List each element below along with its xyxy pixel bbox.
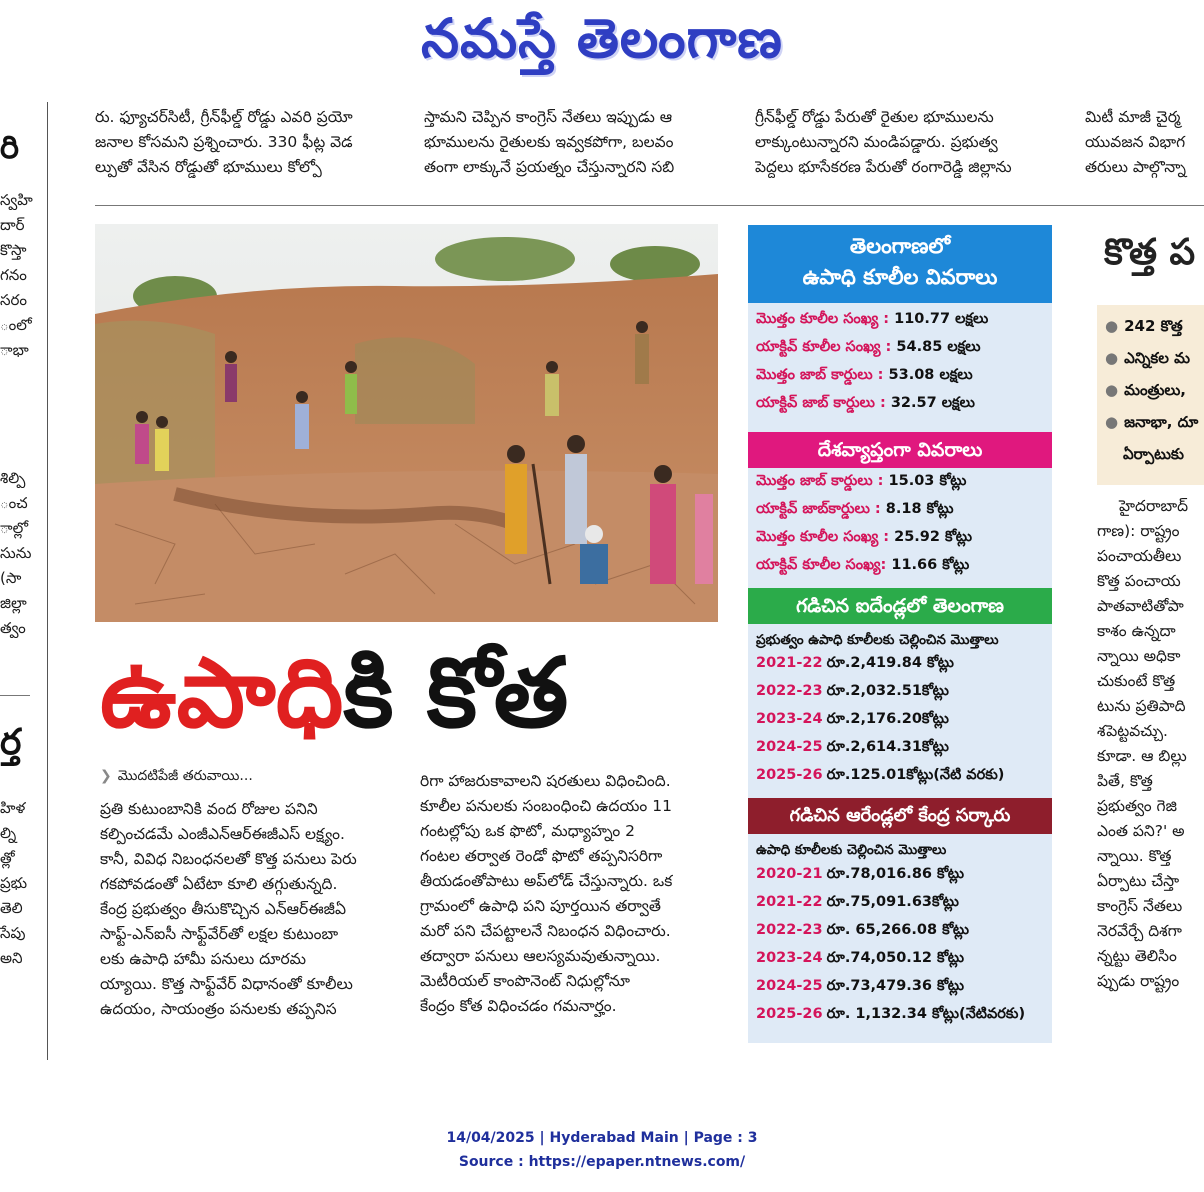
text-line: న్నట్టు తెలిసిం (1097, 947, 1177, 965)
text-line: పెద్దలు భూసేకరణ పేరుతో రంగారెడ్డి జిల్లాను (755, 158, 1012, 176)
text-line: తరులు పాల్గొన్నా (1085, 158, 1186, 176)
six-year-subtitle: ఉపాధి కూలీలకు చెల్లించిన మొత్తాలు (756, 842, 947, 858)
text-line: గ్రీన్‌ఫీల్డ్ రోడ్డు పేరుతో రైతుల భూములను (755, 108, 994, 126)
text-line: దార్ (0, 216, 25, 234)
text-line: హైదరాబాద్ (1119, 497, 1189, 515)
five-year-row: 2023-24 రూ.2,176.20కోట్లు (756, 711, 949, 727)
text-line: కల్పించడమే ఎంజీఎన్ఆర్ఈజీఎస్ లక్ష్యం. (100, 825, 345, 843)
text-line: ాల్లో (0, 519, 29, 537)
text-line: కొస్తా (0, 241, 27, 259)
infobox-title-line-1: తెలంగాణలో (849, 234, 951, 258)
text-line: గకపోవడంతో ఏటేటా కూలి తగ్గుతున్నది. (100, 875, 338, 893)
six-year-row: 2020-21 రూ.78,016.86 కోట్లు (756, 866, 964, 882)
five-year-row: 2022-23 రూ.2,032.51కోట్లు (756, 683, 949, 699)
text-line: తీయడంతోపాటు అప్‌లోడ్ చేస్తున్నారు. ఒక (420, 872, 673, 890)
top-column-2 (424, 105, 729, 195)
telangana-stat-row: మొత్తం కూలీల సంఖ్య : 110.77 లక్షలు (756, 311, 989, 327)
text-line: చుకుంటే కొత్త (1097, 672, 1176, 690)
text-line: స్వహి (0, 191, 33, 209)
text-line: జిల్లా (0, 594, 27, 612)
newspaper-masthead (0, 0, 1204, 92)
text-line: ల్ని (0, 824, 17, 842)
news-photo (95, 224, 718, 622)
text-line: ఎంత పని?' అ (1097, 822, 1185, 840)
text-line: ంలో (0, 316, 32, 334)
top-divider (95, 205, 1204, 206)
six-year-section-title: గడిచిన ఆరేండ్లలో కేంద్ర సర్కారు (748, 798, 1052, 834)
text-line: తంగా లాక్కునే ప్రయత్నం చేస్తున్నారని సబి (424, 158, 675, 176)
statistics-infobox (748, 225, 1052, 1043)
text-line: మరో పని చేపట్టాలనే నిబంధన విధించారు. (420, 922, 671, 940)
telangana-stat-row: యాక్టివ్ జాబ్ కార్డులు : 32.57 లక్షలు (756, 395, 975, 411)
text-line: తద్వారా పనులు ఆలస్యమవుతున్నాయి. (420, 947, 661, 965)
text-line: కేంద్రం కోత విధించడం గమనార్హం. (420, 997, 617, 1015)
text-line: ల్పుతో వేసిన రోడ్డుతో భూములు కోల్పో (95, 158, 322, 176)
text-line: పితే, కొత్త (1097, 772, 1153, 790)
article-column-1 (100, 797, 395, 1047)
left-fragment-text-3 (0, 796, 34, 996)
text-line: సును (0, 544, 32, 562)
text-line: గంటల తర్వాత రెండో ఫొటో తప్పనిసరిగా (420, 847, 663, 865)
text-line: కూలీల పనులకు సంబంధించి ఉదయం 11 (420, 797, 672, 815)
national-stat-row: యాక్టివ్ జాబ్‌కార్డులు : 8.18 కోట్లు (756, 501, 954, 517)
infobox-title-line-2: ఉపాధి కూలీల వివరాలు (802, 265, 998, 289)
text-line: ప్రభు (0, 874, 28, 892)
national-stat-row: యాక్టివ్ కూలీల సంఖ్య: 11.66 కోట్లు (756, 557, 970, 573)
infobox-title (748, 225, 1052, 303)
left-fragment-text-2 (0, 466, 34, 666)
text-line: య్యాయి. కొత్త సాఫ్ట్‌వేర్ విధానంతో కూలీలు (100, 975, 353, 993)
text-line: న్నాయి అధికా (1097, 647, 1181, 665)
continued-label: మొదటిపేజీ తరువాయి... (117, 768, 253, 784)
text-line: కొత్త పంచాయ (1097, 572, 1181, 590)
text-line: భూములను రైతులకు ఇవ్వకపోగా, బలవం (424, 133, 674, 151)
five-year-section-title: గడిచిన ఐదేండ్లలో తెలంగాణ (748, 588, 1052, 624)
text-line: సాఫ్ట్-ఎన్ఐసీ సాఫ్ట్‌వేర్‌తో లక్షల కుటుంబా (100, 925, 339, 943)
text-line: ప్పుడు రాష్ట్రం (1097, 972, 1180, 990)
national-stat-row: మొత్తం కూలీల సంఖ్య : 25.92 కోట్లు (756, 529, 972, 545)
text-line: త్వం (0, 619, 26, 637)
text-line: నెరవేర్చే దిశగా (1097, 922, 1182, 940)
six-year-row: 2024-25 రూ.73,479.36 కోట్లు (756, 978, 964, 994)
left-fragment-heading-2: ర్త (0, 722, 22, 763)
text-line: ప్రభుత్వం గెజి (1097, 797, 1177, 815)
headline-part-black: కి కోత (343, 637, 569, 749)
five-year-row: 2021-22 రూ.2,419.84 కోట్లు (756, 655, 954, 671)
text-line: జనాల కోసమని ప్రశ్నించారు. 330 ఫీట్ల వెడ (95, 133, 353, 151)
text-line: కేంద్ర ప్రభుత్వం తీసుకొచ్చిన ఎన్ఆర్ఈజీఏ (100, 900, 346, 918)
masthead-title: నమస్తే తెలంగాణ (421, 6, 783, 70)
top-column-3 (755, 105, 1060, 195)
text-line: గాణ): రాష్ట్రం (1097, 522, 1180, 540)
national-stat-row: మొత్తం జాబ్ కార్డులు : 15.03 కోట్లు (756, 473, 967, 489)
left-fragment-heading: రి (0, 128, 19, 166)
text-line: కానీ, వివిధ నిబంధనలతో కొత్త పనులు పెరు (100, 850, 357, 868)
text-line: రిగా హాజరుకావాలని షరతులు విధించింది. (420, 772, 671, 790)
text-line: సరం (0, 291, 28, 309)
text-line: అని (0, 949, 23, 967)
right-article-text (1097, 494, 1204, 1054)
left-column-rule (47, 102, 48, 1060)
continued-from-front-page (100, 768, 253, 787)
main-headline (100, 634, 720, 752)
text-line: కూడా. ఆ బిల్లు (1097, 747, 1187, 765)
text-line: పంచాయతీలు (1097, 547, 1182, 565)
text-line: రు. ఫ్యూచర్‌సిటీ, గ్రీన్‌ఫీల్డ్ రోడ్డు ఎవరి ప్రయో (95, 108, 353, 126)
right-highlights-box (1097, 305, 1204, 485)
text-line: హిళ (0, 799, 26, 817)
six-year-row: 2025-26 రూ. 1,132.34 కోట్లు(నేటివరకు) (756, 1006, 1026, 1022)
top-column-1 (95, 105, 400, 195)
text-line: తెలి (0, 899, 23, 917)
text-line: గ్రామంలో ఉపాధి పని పూర్తయిన తర్వాతే (420, 897, 661, 915)
highlight-bullet: ● మంత్రులు, (1105, 381, 1186, 399)
five-year-row: 2025-26 రూ.125.01కోట్లు(నేటి వరకు) (756, 767, 1005, 783)
article-column-2 (420, 769, 717, 1049)
national-section-title: దేశవ్యాప్తంగా వివరాలు (748, 432, 1052, 468)
text-line: (సా (0, 569, 22, 587)
text-line: ంచ (0, 494, 28, 512)
highlight-bullet: ● జనాభా, దూ (1105, 413, 1199, 431)
text-line: శపెట్టవచ్చు. (1097, 722, 1168, 740)
text-line: పాతవాటితోపా (1097, 597, 1184, 615)
text-line: గనం (0, 266, 27, 284)
text-line: లాక్కుంటున్నారని మండిపడ్డారు. ప్రభుత్వ (755, 133, 998, 151)
footer-dateline: 14/04/2025 | Hyderabad Main | Page : 3 (446, 1130, 758, 1146)
text-line: ఉదయం, సాయంత్రం పనులకు తప్పనిస (100, 1000, 337, 1018)
telangana-stat-row: మొత్తం జాబ్ కార్డులు : 53.08 లక్షలు (756, 367, 973, 383)
text-line: శిల్పి (0, 469, 26, 487)
text-line: స్తామని చెప్పిన కాంగ్రెస్ నేతలు ఇప్పుడు ఆ (424, 108, 673, 126)
highlight-bullet: ● ఎన్నికల మ (1105, 349, 1190, 367)
footer-source: Source : https://epaper.ntnews.com/ (458, 1154, 746, 1170)
six-year-row: 2022-23 రూ. 65,266.08 కోట్లు (756, 922, 970, 938)
highlight-bullet: ● 242 కొత్త (1105, 317, 1183, 335)
photo-illustration (95, 224, 718, 622)
telangana-stat-row: యాక్టివ్ కూలీల సంఖ్య : 54.85 లక్షలు (756, 339, 981, 355)
headline-part-red: ఉపాధి (100, 637, 344, 749)
five-year-subtitle: ప్రభుత్వం ఉపాధి కూలీలకు చెల్లించిన మొత్తాలు (756, 632, 999, 648)
right-article-heading: కొత్త ప (1104, 232, 1196, 273)
highlight-bullet-continued: ఏర్పాటుకు (1123, 445, 1184, 463)
text-line: యువజన విభాగ (1085, 133, 1186, 151)
text-line: సేపు (0, 924, 26, 942)
left-divider (0, 695, 30, 696)
text-line: త్లో (0, 849, 15, 867)
text-line: ాభా (0, 341, 29, 359)
text-line: కాంగ్రెస్ నేతలు (1097, 897, 1183, 915)
top-column-4 (1085, 105, 1204, 195)
text-line: ఏర్పాటు చేస్తా (1097, 872, 1180, 890)
six-year-row: 2023-24 రూ.74,050.12 కోట్లు (756, 950, 964, 966)
text-line: లకు ఉపాధి హామీ పనులు దూరమ (100, 950, 307, 968)
text-line: న్నాయి. కొత్త (1097, 847, 1172, 865)
text-line: మెటీరియల్ కాంపొనెంట్ నిధుల్లోనూ (420, 972, 630, 990)
text-line: గంటల్లోపు ఒక ఫొటో, మధ్యాహ్నం 2 (420, 822, 635, 840)
chevron-right-icon: ❯ (100, 768, 112, 784)
text-line: ప్రతి కుటుంబానికి వంద రోజుల పనిని (100, 800, 318, 818)
text-line: కాశం ఉన్నదా (1097, 622, 1176, 640)
left-fragment-text-1 (0, 188, 34, 388)
six-year-row: 2021-22 రూ.75,091.63కోట్లు (756, 894, 959, 910)
text-line: టును ప్రతిపాది (1097, 697, 1186, 715)
five-year-row: 2024-25 రూ.2,614.31కోట్లు (756, 739, 949, 755)
text-line: మిటీ మాజీ చైర్మ (1085, 108, 1181, 126)
